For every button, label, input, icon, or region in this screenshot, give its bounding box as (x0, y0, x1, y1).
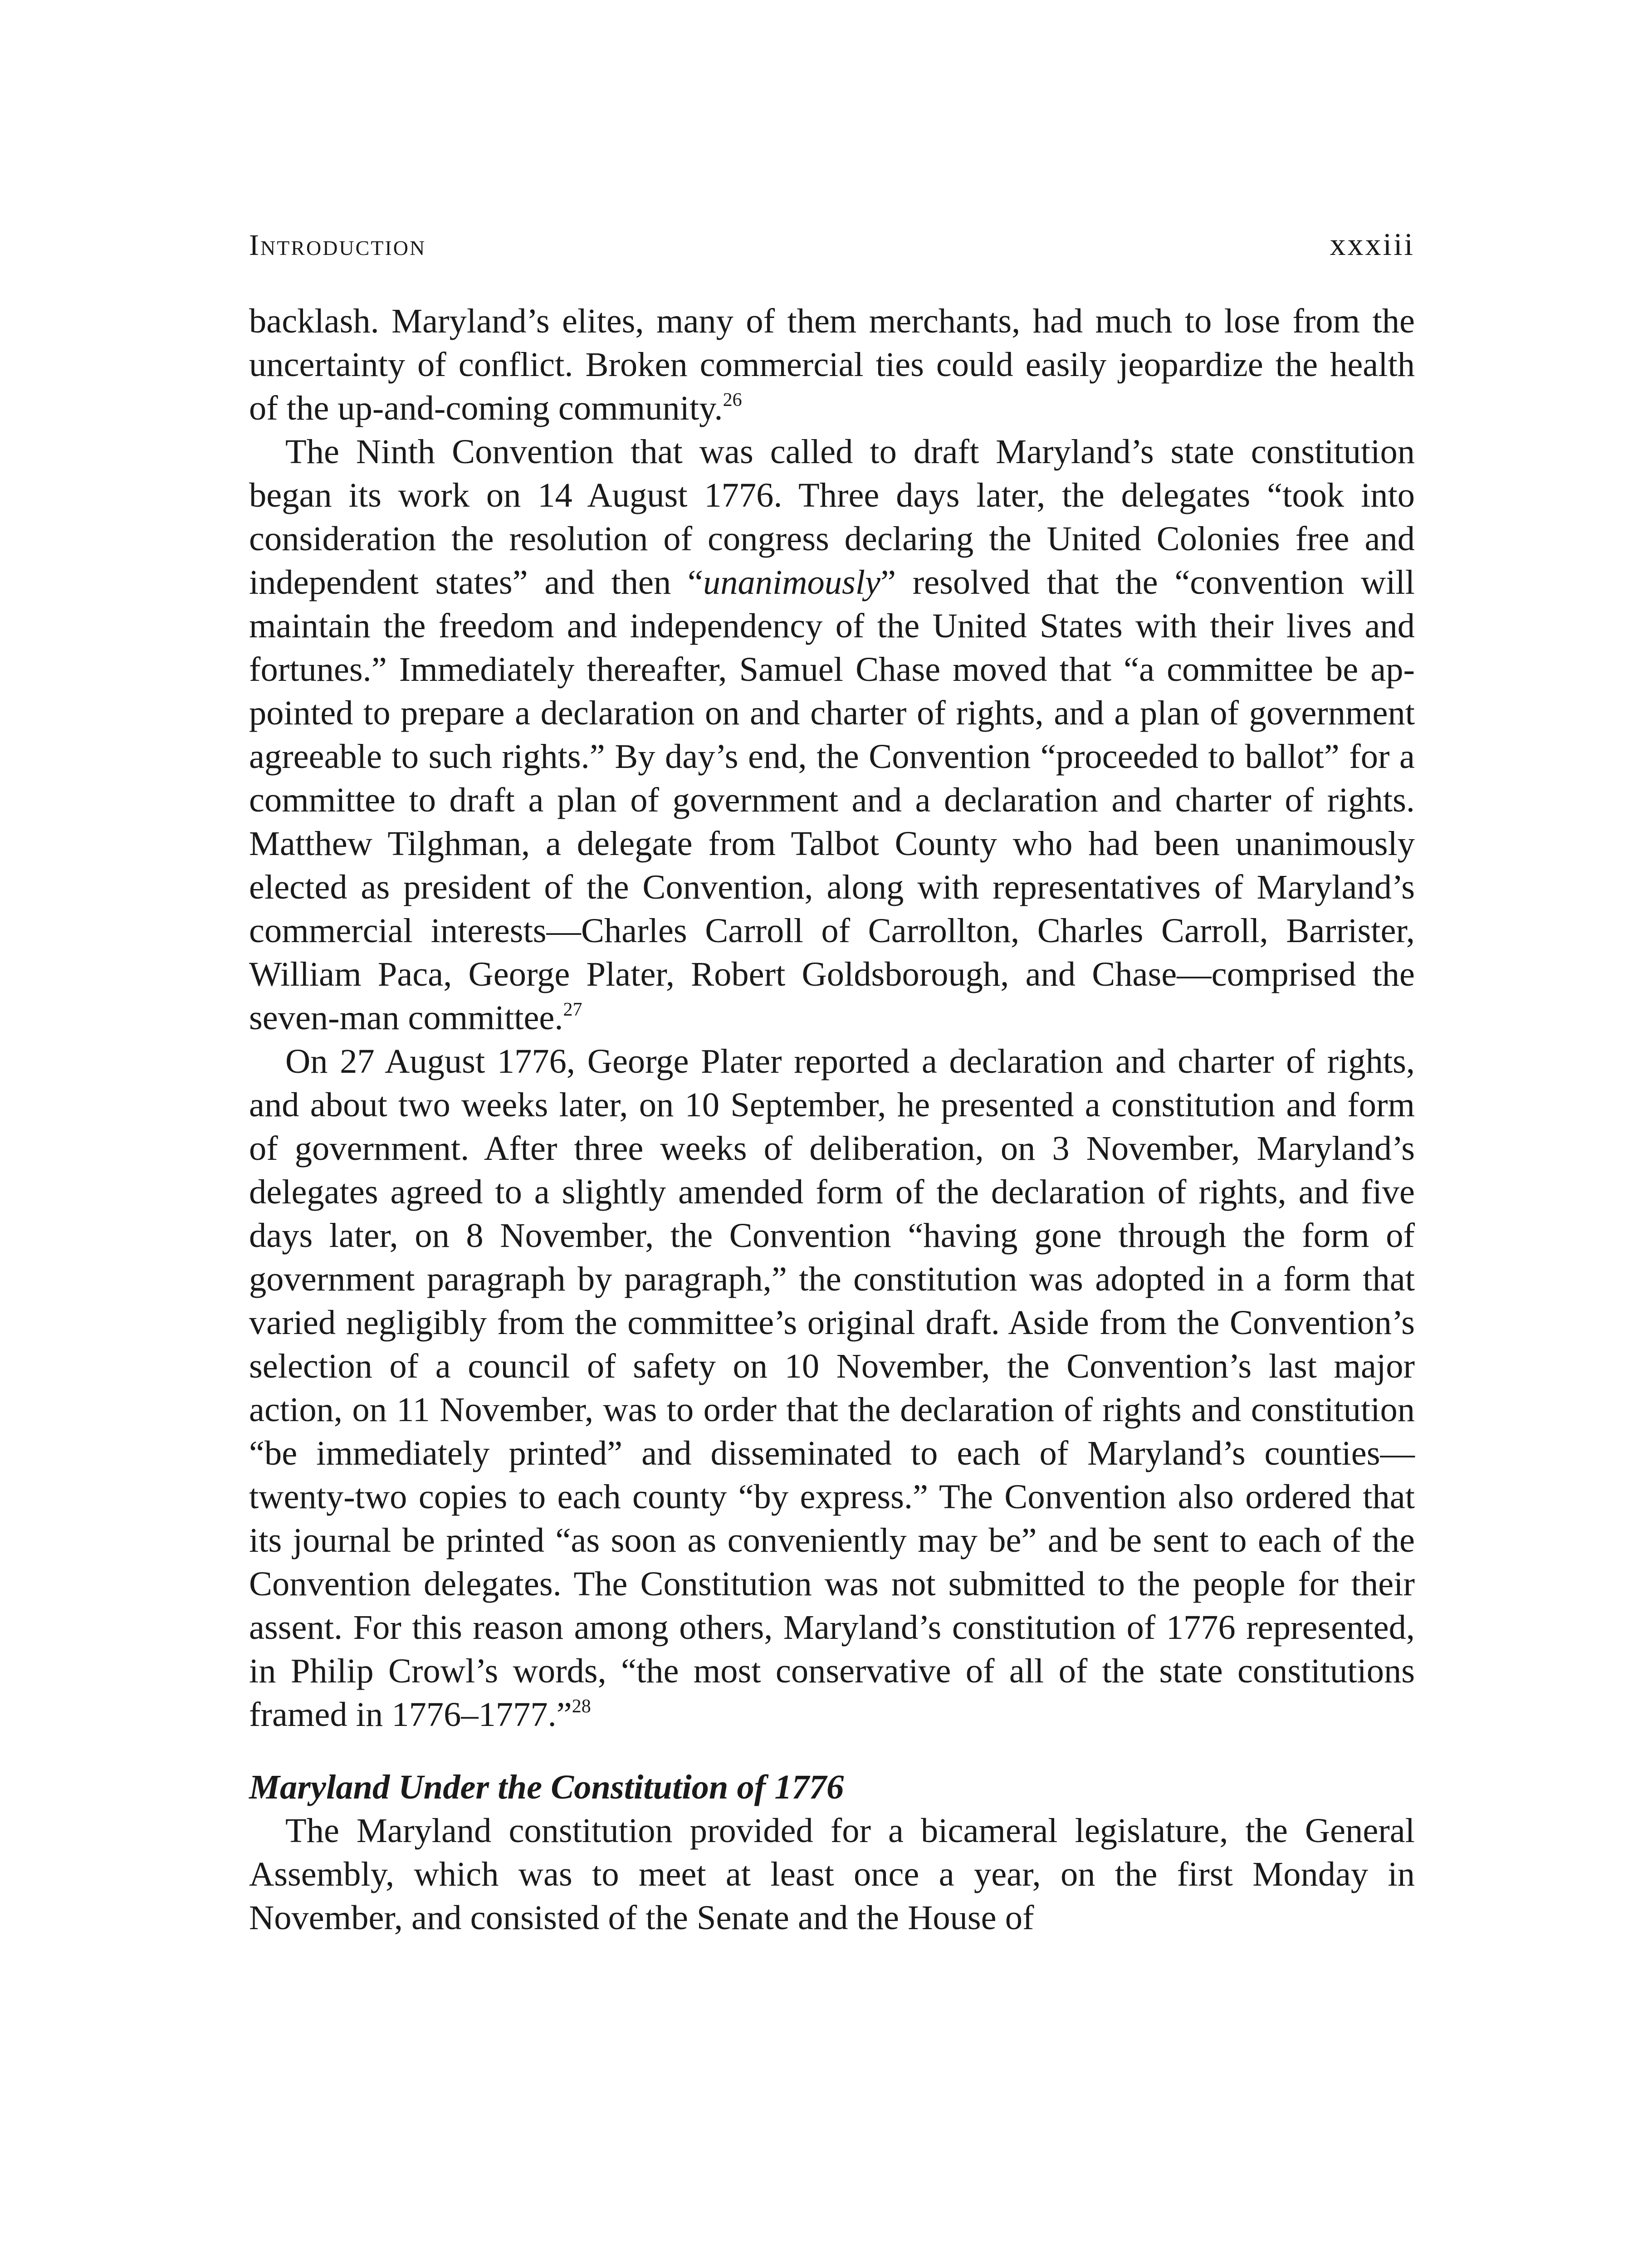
page-number: xxxiii (1330, 227, 1415, 262)
running-title: Introduction (249, 229, 426, 262)
paragraph-text: ” resolved that the “convention will maintain the freedom and independency of the United States with their lives and fortunes.” Immediately thereafter, Samuel Chase moved that “a committee be appointed to prepare a declaration on and charter of rights, and a plan of government agreeable to such rights.” By day’s end, the Convention “proceeded to ballot” for a committee to draft a plan of government and a declaration and charter of rights. Matthew Tilghman, a delegate from Talbot County who had been unanimously elected as president of the Convention, along with representatives of Maryland’s commercial interests—Charles Carroll of Carrollton, Charles Carroll, Barrister, William Paca, George Plater, Robert Goldsborough, and Chase—comprised the seven-man committee. (249, 563, 1415, 1037)
paragraph-ninth-convention (249, 430, 1415, 1040)
footnote-marker: 26 (723, 390, 742, 411)
paragraph-plater-report (249, 1040, 1415, 1736)
footnote-marker: 27 (563, 999, 582, 1020)
section-heading: Maryland Under the Constitution of 1776 (249, 1768, 844, 1806)
footnote-marker: 28 (572, 1696, 591, 1717)
paragraph-text: The Ninth Convention that was called to draft Maryland’s state constitution began its work on 14 August 1776. Three days later, the delegates “took into consideration the resolution of congress declaring the United Colonies free and independent states” and then “ (249, 432, 1415, 601)
book-page (249, 227, 1415, 1940)
paragraph-text: The Maryland constitution provided for a bicameral legislature, the General Assembly, which was to meet at least once a year, on the first Monday in November, and consisted of the Senate and the House of (249, 1811, 1415, 1937)
italic-text: unanimously (703, 563, 880, 601)
running-head (249, 227, 1415, 277)
paragraph-constitution (249, 1809, 1415, 1940)
paragraph-backlash (249, 299, 1415, 430)
paragraph-text: backlash. Maryland’s elites, many of them merchants, had much to lose from the uncertainty of conflict. Broken commercial ties could easily jeopardize the health of the up-and-coming community. (249, 302, 1415, 427)
paragraph-text: On 27 August 1776, George Plater reported a declaration and charter of rights, and about two weeks later, on 10 September, he presented a constitution and form of government. After three weeks of deliberation, on 3 November, Maryland’s delegates agreed to a slightly amended form of the declaration of rights, and five days later, on 8 November, the Convention “having gone through the form of government paragraph by paragraph,” the constitution was adopted in a form that varied negligibly from the committee’s original draft. Aside from the Convention’s selection of a council of safety on 10 November, the Convention’s last major action, on 11 November, was to order that the declaration of rights and constitution “be immediately printed” and disseminated to each of Maryland’s counties—twenty-two copies to each county “by express.” The Convention also ordered that its journal be printed “as soon as conveniently may be” and be sent to each of the Convention delegates. The Constitution was not submitted to the people for their assent. For this reason among others, Maryland’s constitution of 1776 represented, in Philip Crowl’s words, “the most conservative of all of the state constitutions framed in 1776–1777.” (249, 1042, 1415, 1734)
